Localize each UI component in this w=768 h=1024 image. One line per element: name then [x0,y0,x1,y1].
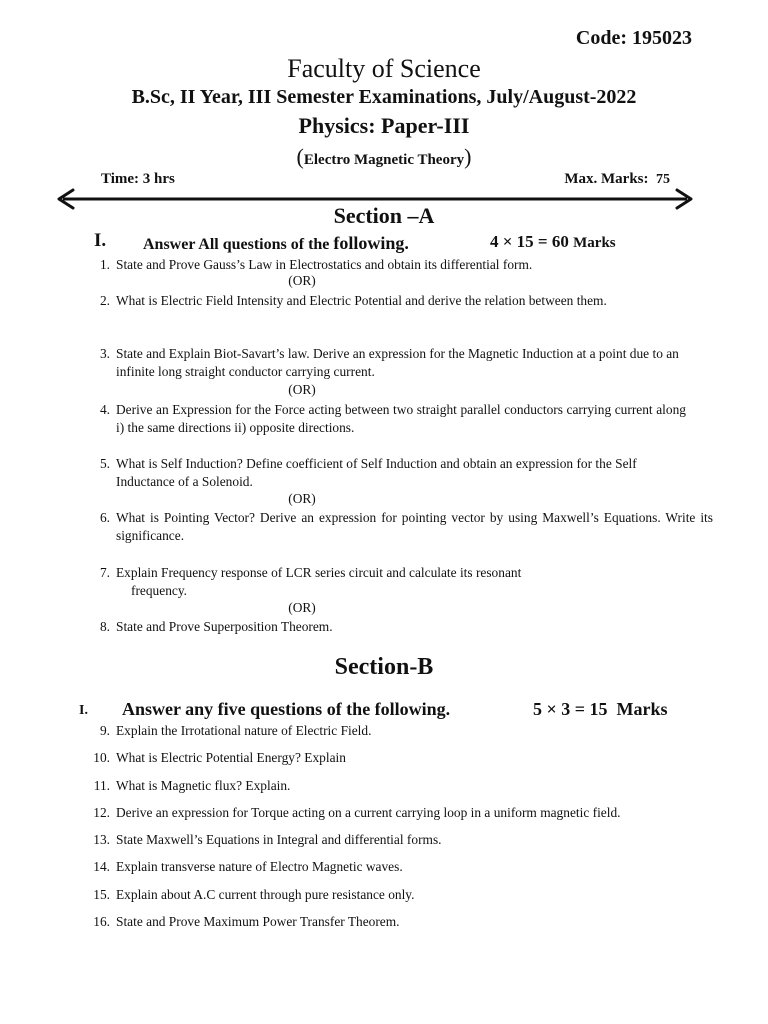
question-text: State and Prove Maximum Power Transfer Theorem. [116,914,400,929]
max-marks-label: Max. Marks: [564,171,649,187]
question-number: 3. [99,346,110,361]
question-text-continued: frequency. [131,583,188,598]
or-separator: (OR) [288,491,316,506]
question-number: 13. [93,832,110,847]
question-number: 10. [93,750,110,765]
question-number: 15. [93,887,110,902]
or-separator: (OR) [288,382,316,397]
exam-duration: Time: 3 hrs [101,171,175,187]
section-b-marks-formula: 5 × 3 = 15 [533,699,608,719]
max-marks-value: 75 [656,172,670,187]
section-b-roman: I. [79,703,88,718]
question-number: 1. [99,257,110,272]
subject-title: (Electro Magnetic Theory) [296,144,472,169]
question-text: What is Magnetic flux? Explain. [116,778,291,793]
question-text: State and Prove Superposition Theorem. [116,619,333,634]
question-number: 9. [99,723,110,738]
question-text: Explain transverse nature of Electro Magnetic waves. [116,859,403,874]
question-number: 12. [93,805,110,820]
section-a-instruction-tail: following. [333,233,409,253]
section-a-instruction-main: Answer All questions of the [143,236,334,253]
section-a-marks-formula: 4 × 15 = 60 [490,232,569,251]
section-b-title: Section-B [334,654,434,680]
faculty-title: Faculty of Science [287,54,481,83]
question-text: State Maxwell’s Equations in Integral and differential forms. [116,832,442,847]
section-b-instruction: Answer any five questions of the following. [122,699,451,719]
question-number: 6. [99,510,110,525]
question-text: What is Pointing Vector? Derive an expression for pointing vector by using Maxwell’s Equations. Write its significance. [116,510,713,543]
exam-title: B.Sc, II Year, III Semester Examinations, July/August-2022 [131,86,637,108]
question-text: What is Self Induction? Define coefficient of Self Induction and obtain an expression for the Self Inductance of a Solenoid. [116,456,637,489]
question-number: 4. [99,402,110,417]
section-b-marks-word: Marks [616,699,668,719]
section-b-marks [533,699,668,720]
question-number: 16. [93,914,110,929]
question-text: Derive an expression for Torque acting on a current carrying loop in a uniform magnetic field. [116,805,621,820]
subject-name: Electro Magnetic Theory [303,152,465,168]
question-text: What is Electric Field Intensity and Electric Potential and derive the relation between them. [116,293,607,308]
question-number: 2. [99,293,110,308]
section-a-marks [490,232,616,252]
section-a-title: Section –A [333,203,435,228]
or-separator: (OR) [288,273,316,288]
question-text: State and Explain Biot-Savart’s law. Derive an expression for the Magnetic Induction at a point due to an infinite long straight conductor carrying current. [116,346,679,379]
question-number: 14. [93,859,110,874]
section-a-instruction [143,233,409,254]
question-text: Explain Frequency response of LCR series circuit and calculate its resonant [116,565,522,580]
question-text: Explain the Irrotational nature of Electric Field. [116,723,372,738]
question-number: 8. [99,619,110,634]
question-number: 11. [93,778,110,793]
section-a-marks-word: Marks [573,235,616,251]
question-text: What is Electric Potential Energy? Explain [116,750,346,765]
question-text: State and Prove Gauss’s Law in Electrostatics and obtain its differential form. [116,257,533,272]
question-paper-code: Code: 195023 [575,27,692,49]
question-text: Derive an Expression for the Force acting between two straight parallel conductors carrying current along i) the same directions ii) opposite directions. [116,402,686,435]
paper-title: Physics: Paper-III [298,113,470,138]
question-number: 7. [99,565,110,580]
question-text: Explain about A.C current through pure resistance only. [116,887,415,902]
or-separator: (OR) [288,600,316,615]
section-a-roman: I. [94,230,107,251]
question-number: 5. [99,456,110,471]
max-marks [564,171,670,188]
